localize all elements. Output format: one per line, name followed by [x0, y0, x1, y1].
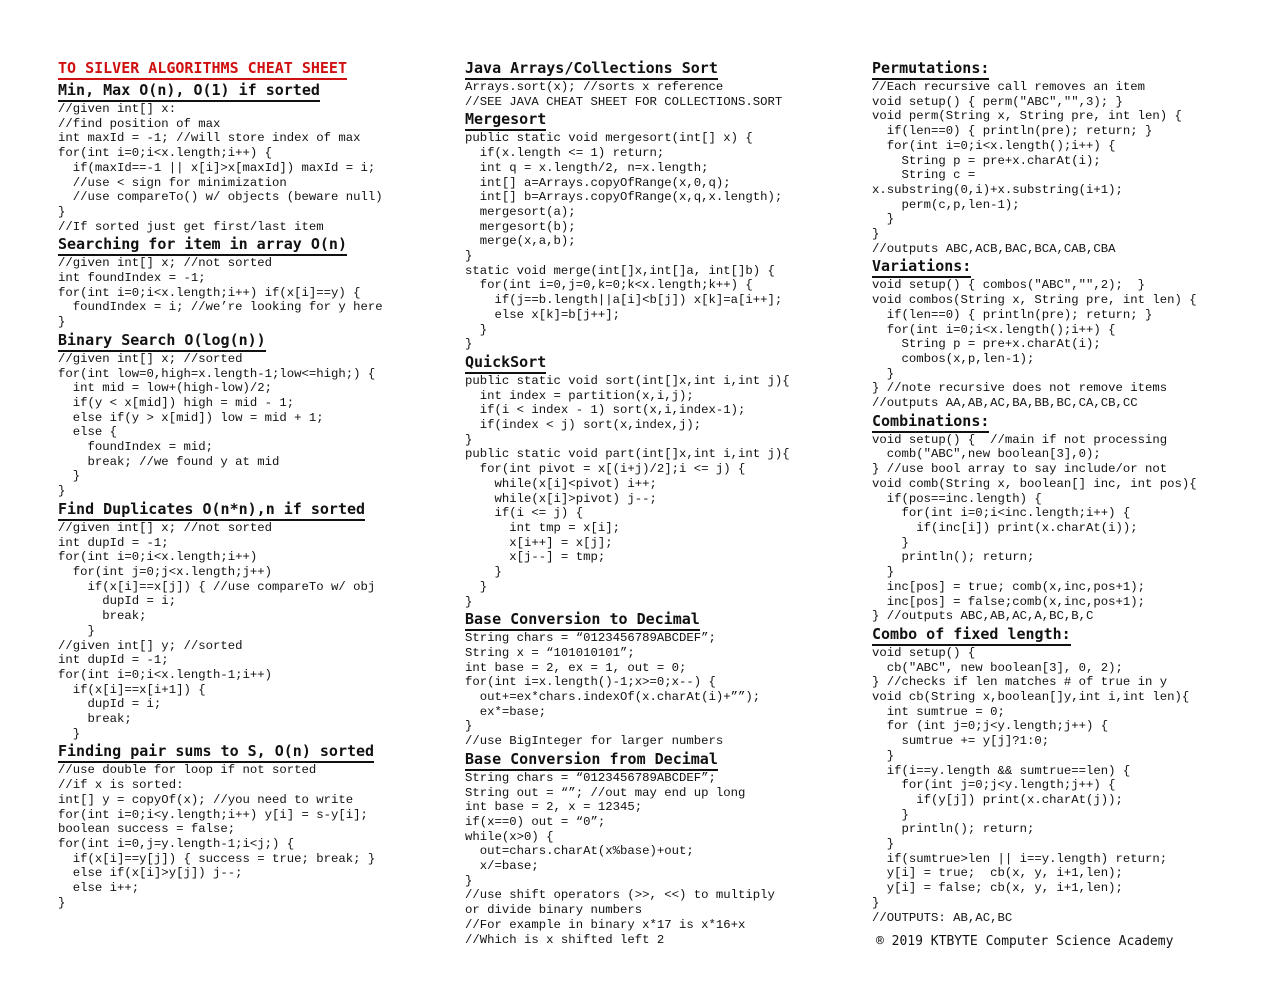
code-line: } — [465, 579, 488, 594]
code-block — [58, 256, 458, 330]
code-line: int q = x.length/2, n=x.length; — [465, 160, 709, 175]
code-line: //Each recursive call removes an item — [872, 80, 1146, 94]
code-line: } — [465, 719, 473, 734]
code-line: if(x==0) out = “0”; — [465, 814, 606, 829]
code-line: } — [58, 315, 66, 330]
code-line: int base = 2, x = 12345; — [465, 800, 643, 815]
code-line: void perm(String x, String pre, int len) { — [872, 109, 1182, 124]
code-line: //given int[] x: — [58, 102, 177, 116]
code-line: int dupId = -1; — [58, 535, 169, 550]
code-line: if(x[i]==y[j]) { success = true; break; } — [58, 851, 376, 866]
section — [58, 741, 458, 910]
section — [58, 58, 458, 80]
code-line: if(inc[i]) print(x.charAt(i)); — [872, 520, 1138, 535]
code-line: } — [58, 895, 66, 910]
code-line: int foundIndex = -1; — [58, 271, 206, 286]
code-line: //use compareTo() w/ objects (beware null) — [58, 190, 383, 205]
code-line: String p = pre+x.charAt(i); — [872, 153, 1101, 168]
code-line: String c = — [872, 168, 976, 183]
section-title: Mergesort — [465, 110, 546, 131]
code-line: void combos(String x, String pre, int len) { — [872, 293, 1197, 308]
code-block — [58, 763, 458, 910]
code-line: merge(x,a,b); — [465, 234, 576, 249]
code-line: for(int i=0;i<x.length();i++) { — [872, 138, 1116, 153]
section — [58, 234, 458, 330]
code-line: for(int i=0;i<y.length;i++) y[i] = s-y[i]; — [58, 807, 368, 822]
code-line: void comb(String x, boolean[] inc, int pos){ — [872, 476, 1197, 491]
code-line: } — [58, 469, 81, 484]
code-line: cb("ABC", new boolean[3], 0, 2); — [872, 660, 1123, 675]
code-line: int[] y = copyOf(x); //you need to write — [58, 792, 354, 807]
code-line: while(x[i]<pivot) i++; — [465, 476, 657, 491]
section-title: Variations: — [872, 257, 971, 278]
section — [872, 58, 1272, 256]
code-line: void setup() { combos("ABC","",2); } — [872, 278, 1146, 293]
code-line: //OUTPUTS: AB,AC,BC — [872, 910, 1013, 925]
code-line: for(int i=0;i<x.length;i++) — [58, 550, 258, 565]
code-line: if(y < x[mid]) high = mid - 1; — [58, 395, 295, 410]
code-line: String chars = “0123456789ABCDEF”; — [465, 770, 716, 785]
section — [465, 352, 865, 609]
code-line: void setup() { perm("ABC","",3); } — [872, 94, 1123, 109]
code-line: public static void mergesort(int[] x) { — [465, 131, 753, 146]
code-line: ex*=base; — [465, 704, 547, 719]
code-line: } — [58, 623, 95, 638]
code-line: int maxId = -1; //will store index of max — [58, 131, 361, 146]
code-line: if(y[j]) print(x.charAt(j)); — [872, 792, 1123, 807]
code-line: //given int[] y; //sorted — [58, 638, 243, 653]
code-line: boolean success = false; — [58, 822, 236, 837]
code-line: sumtrue += y[j]?1:0; — [872, 734, 1050, 749]
code-line: int[] b=Arrays.copyOfRange(x,q,x.length); — [465, 190, 783, 205]
code-line: for(int i=0,j=0,k=0;k<x.length;k++) { — [465, 278, 753, 293]
code-line: //given int[] x; //not sorted — [58, 256, 273, 271]
section — [465, 609, 865, 749]
code-line: public static void sort(int[]x,int i,int j){ — [465, 373, 790, 388]
section — [58, 80, 458, 234]
code-line: void setup() { — [872, 645, 976, 660]
code-line: int[] a=Arrays.copyOfRange(x,0,q); — [465, 175, 731, 190]
code-line: void cb(String x,boolean[]y,int i,int len){ — [872, 690, 1190, 705]
code-line: //Which is x shifted left 2 — [465, 932, 665, 947]
code-line: //use BigInteger for larger numbers — [465, 734, 724, 749]
code-line: x.substring(0,i)+x.substring(i+1); — [872, 182, 1123, 197]
code-line: x/=base; — [465, 859, 539, 874]
code-line: } — [58, 204, 66, 219]
code-line: String out = “”; //out may end up long — [465, 785, 746, 800]
code-line: public static void part(int[]x,int i,int j){ — [465, 447, 790, 462]
code-line: println(); return; — [872, 822, 1035, 837]
code-line: combos(x,p,len-1); — [872, 351, 1035, 366]
code-line: } — [465, 594, 473, 609]
code-line: void setup() { //main if not processing — [872, 432, 1168, 447]
code-line: int sumtrue = 0; — [872, 704, 1005, 719]
code-line: mergesort(b); — [465, 219, 576, 234]
code-block — [465, 771, 865, 947]
code-line: int mid = low+(high-low)/2; — [58, 381, 273, 396]
code-line: for(int j=0;j<y.length;j++) { — [872, 778, 1116, 793]
code-line: } — [872, 212, 895, 227]
code-block — [872, 80, 1272, 256]
code-line: for(int j=0;j<x.length;j++) — [58, 564, 273, 579]
code-line: break; — [58, 609, 147, 624]
section-title: Finding pair sums to S, O(n) sorted — [58, 742, 374, 763]
code-line: if(x[i]==x[j]) { //use compareTo w/ obj — [58, 579, 376, 594]
code-line: } — [465, 322, 488, 337]
section-title: Min, Max O(n), O(1) if sorted — [58, 81, 320, 102]
section-title: TO SILVER ALGORITHMS CHEAT SHEET — [58, 59, 347, 80]
code-line: inc[pos] = true; comb(x,inc,pos+1); — [872, 579, 1146, 594]
code-line: //find position of max — [58, 116, 221, 131]
code-line: y[i] = true; cb(x, y, i+1,len); — [872, 866, 1123, 881]
section-title: Combinations: — [872, 412, 989, 433]
code-line: //use < sign for minimization — [58, 175, 287, 190]
code-line: if(index < j) sort(x,index,j); — [465, 418, 702, 433]
code-block — [872, 433, 1272, 624]
code-block — [465, 631, 865, 749]
section-title: Binary Search O(log(n)) — [58, 331, 266, 352]
code-line: for(int i=0;i<x.length;i++) if(x[i]==y) { — [58, 285, 361, 300]
code-line: //If sorted just get first/last item — [58, 219, 324, 234]
code-line: while(x[i]>pivot) j--; — [465, 491, 657, 506]
code-line: for(int low=0,high=x.length-1;low<=high;) { — [58, 366, 376, 381]
code-line: y[i] = false; cb(x, y, i+1,len); — [872, 881, 1123, 896]
code-line: } — [465, 873, 473, 888]
code-line: } — [58, 484, 66, 499]
code-line: String p = pre+x.charAt(i); — [872, 337, 1101, 352]
code-line: } — [872, 565, 895, 580]
code-line: comb("ABC",new boolean[3],0); — [872, 447, 1101, 462]
section-title: Searching for item in array O(n) — [58, 235, 347, 256]
code-line: break; //we found y at mid — [58, 454, 280, 469]
code-line: if(x[i]==x[i+1]) { — [58, 682, 206, 697]
code-line: //use shift operators (>>, <<) to multiply — [465, 888, 775, 903]
code-line: else i++; — [58, 881, 140, 896]
section — [58, 499, 458, 742]
code-line: } — [872, 366, 895, 381]
code-line: if(pos==inc.length) { — [872, 491, 1042, 506]
section-title: Find Duplicates O(n*n),n if sorted — [58, 500, 365, 521]
code-line: if(x.length <= 1) return; — [465, 146, 665, 161]
section-title: QuickSort — [465, 353, 546, 374]
code-line: out+=ex*chars.indexOf(x.charAt(i)+””); — [465, 690, 761, 705]
code-line: } — [872, 227, 880, 242]
code-line: } — [58, 726, 81, 741]
code-line: } — [872, 535, 909, 550]
code-line: //outputs AA,AB,AC,BA,BB,BC,CA,CB,CC — [872, 396, 1138, 411]
section-title: Base Conversion to Decimal — [465, 610, 700, 631]
code-block — [465, 80, 865, 109]
code-line: for(int pivot = x[(i+j)/2];i <= j) { — [465, 462, 746, 477]
code-line: //given int[] x; //not sorted — [58, 520, 273, 535]
code-line: //if x is sorted: — [58, 778, 184, 793]
code-line: if(i < index - 1) sort(x,i,index-1); — [465, 403, 746, 418]
column-1 — [58, 58, 458, 910]
code-block — [58, 521, 458, 742]
code-line: } — [872, 748, 895, 763]
code-line: int base = 2, ex = 1, out = 0; — [465, 660, 687, 675]
code-line: if(i==y.length && sumtrue==len) { — [872, 763, 1131, 778]
code-line: for(int i=0;i<x.length-1;i++) — [58, 667, 273, 682]
code-line: perm(c,p,len-1); — [872, 197, 1020, 212]
code-line: } — [465, 249, 473, 264]
code-line: for(int i=0;i<x.length();i++) { — [872, 322, 1116, 337]
code-line: for (int j=0;j<y.length;j++) { — [872, 719, 1109, 734]
section — [465, 749, 865, 947]
code-line: int tmp = x[i]; — [465, 520, 620, 535]
code-line: } //checks if len matches # of true in y — [872, 675, 1168, 690]
code-line: println(); return; — [872, 550, 1035, 565]
code-block — [465, 131, 865, 352]
code-line: or divide binary numbers — [465, 903, 643, 918]
column-2 — [465, 58, 865, 947]
code-line: else x[k]=b[j++]; — [465, 307, 620, 322]
code-line: } — [872, 895, 880, 910]
code-block — [465, 374, 865, 609]
code-line: //SEE JAVA CHEAT SHEET FOR COLLECTIONS.SORT — [465, 94, 783, 109]
copyright-footer: ® 2019 KTBYTE Computer Science Academy — [876, 934, 1174, 949]
code-line: inc[pos] = false;comb(x,inc,pos+1); — [872, 594, 1146, 609]
section — [872, 256, 1272, 410]
code-line: int dupId = -1; — [58, 653, 169, 668]
code-line: } — [465, 337, 473, 352]
code-line: int index = partition(x,i,j); — [465, 388, 694, 403]
code-line: //outputs ABC,ACB,BAC,BCA,CAB,CBA — [872, 241, 1116, 256]
section — [872, 624, 1272, 925]
code-line: } — [872, 837, 895, 852]
code-block — [58, 352, 458, 499]
section — [465, 58, 865, 109]
code-block — [872, 646, 1272, 925]
code-line: } //use bool array to say include/or not — [872, 462, 1168, 477]
code-block — [872, 278, 1272, 410]
code-line: while(x>0) { — [465, 829, 554, 844]
section — [465, 109, 865, 352]
section-title: Combo of fixed length: — [872, 625, 1071, 646]
code-line: for(int i=x.length()-1;x>=0;x--) { — [465, 675, 716, 690]
code-line: else if(y > x[mid]) low = mid + 1; — [58, 410, 324, 425]
code-line: dupId = i; — [58, 594, 177, 609]
code-line: //given int[] x; //sorted — [58, 351, 243, 366]
code-line: dupId = i; — [58, 697, 162, 712]
section-title: Java Arrays/Collections Sort — [465, 59, 718, 80]
code-line: //For example in binary x*17 is x*16+x — [465, 917, 746, 932]
code-line: String chars = “0123456789ABCDEF”; — [465, 631, 716, 646]
code-line: else { — [58, 425, 118, 440]
section — [872, 411, 1272, 624]
code-line: foundIndex = mid; — [58, 440, 213, 455]
code-line: for(int i=0;i<inc.length;i++) { — [872, 506, 1131, 521]
code-line: if(sumtrue>len || i==y.length) return; — [872, 851, 1168, 866]
code-line: Arrays.sort(x); //sorts x reference — [465, 80, 724, 94]
code-block — [58, 102, 458, 234]
code-line: if(j==b.length||a[i]<b[j]) x[k]=a[i++]; — [465, 293, 783, 308]
section-title: Base Conversion from Decimal — [465, 750, 718, 771]
code-line: x[i++] = x[j]; — [465, 535, 613, 550]
code-line: String x = “101010101”; — [465, 645, 635, 660]
code-line: x[j--] = tmp; — [465, 550, 606, 565]
section-title: Permutations: — [872, 59, 989, 80]
code-line: if(i <= j) { — [465, 506, 584, 521]
column-3 — [872, 58, 1272, 925]
code-line: if(len==0) { println(pre); return; } — [872, 124, 1153, 139]
code-line: foundIndex = i; //we’re looking for y here — [58, 300, 383, 315]
code-line: for(int i=0,j=y.length-1;i<j;) { — [58, 836, 295, 851]
code-line: static void merge(int[]x,int[]a, int[]b) { — [465, 263, 775, 278]
code-line: if(len==0) { println(pre); return; } — [872, 307, 1153, 322]
code-line: mergesort(a); — [465, 204, 576, 219]
code-line: else if(x[i]>y[j]) j--; — [58, 866, 243, 881]
code-line: out=chars.charAt(x%base)+out; — [465, 844, 694, 859]
code-line: } //outputs ABC,AB,AC,A,BC,B,C — [872, 609, 1094, 624]
code-line: if(maxId==-1 || x[i]>x[maxId]) maxId = i; — [58, 160, 376, 175]
section — [58, 330, 458, 499]
code-line: //use double for loop if not sorted — [58, 763, 317, 778]
code-line: } //note recursive does not remove items — [872, 381, 1168, 396]
code-line: } — [465, 432, 473, 447]
code-line: for(int i=0;i<x.length;i++) { — [58, 146, 273, 161]
code-line: break; — [58, 712, 132, 727]
code-line: } — [465, 565, 502, 580]
code-line: } — [872, 807, 909, 822]
